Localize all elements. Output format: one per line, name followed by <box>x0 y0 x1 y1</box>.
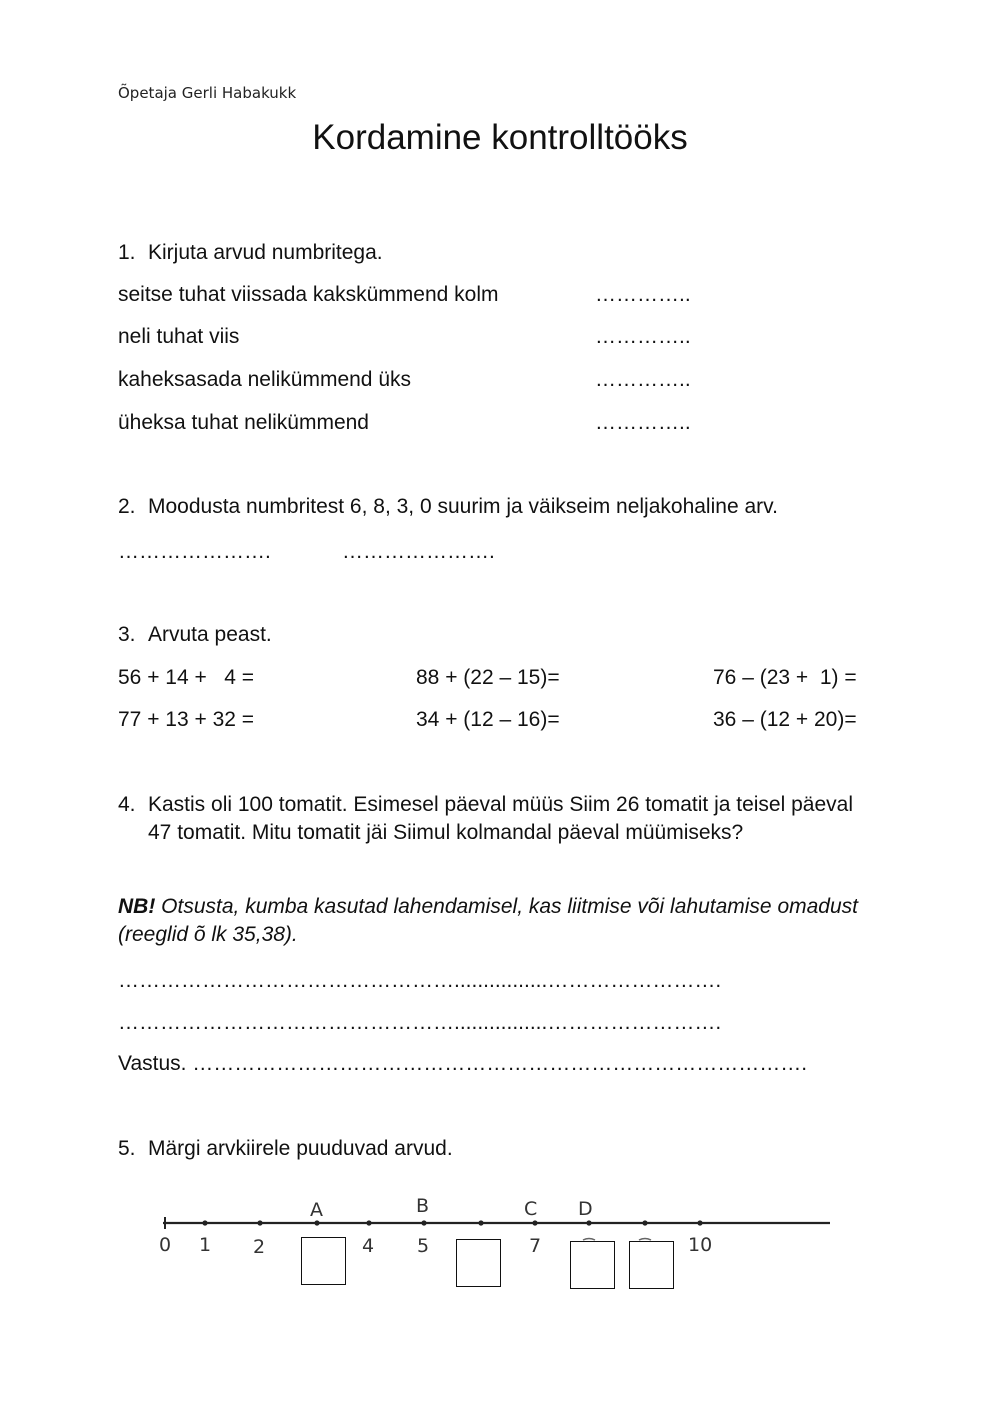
faded-label-mark-1 <box>583 1239 595 1241</box>
task4-note-text: Otsusta, kumba kasutad lahendamisel, kas liitmise või lahutamise omadust (reeglid õ lk 35,38). <box>118 895 858 946</box>
task1-item-2-blank[interactable]: ………….. <box>595 325 691 348</box>
answer-box-6[interactable] <box>456 1239 501 1287</box>
letter-b: B <box>416 1195 430 1217</box>
task1-instruction: Kirjuta arvud numbritega. <box>148 241 383 264</box>
tick-label-5: 5 <box>417 1235 430 1257</box>
answer-box-d[interactable] <box>570 1241 615 1289</box>
task5-instruction: Märgi arvkiirele puuduvad arvud. <box>148 1137 453 1160</box>
tick-6 <box>478 1220 483 1225</box>
task3-expression-1: 56 + 14 + 4 = <box>118 666 255 689</box>
task1-item-4-text: üheksa tuhat nelikümmend <box>118 411 369 434</box>
task4-text: Kastis oli 100 tomatit. Esimesel päeval müüs Siim 26 tomatit ja teisel päeval 47 tomatit. Mitu tomatit jäi Siimul kolmandal päeval müümiseks? <box>148 793 853 844</box>
task3-expression-2: 88 + (22 – 15)= <box>416 666 560 689</box>
task1-item-2-text: neli tuhat viis <box>118 325 240 348</box>
answer-box-9[interactable] <box>629 1241 674 1289</box>
teacher-name: Õpetaja Gerli Habakukk <box>118 84 297 102</box>
task3-expression-6: 36 – (12 + 20)= <box>713 708 857 731</box>
task4-answer-line[interactable]: Vastus. ……………………………………………………………………………. <box>118 1052 808 1075</box>
task4-solution-line-2[interactable]: …………………………………………................……………………. <box>118 1011 722 1034</box>
tick-b <box>421 1220 426 1225</box>
letter-d: D <box>578 1198 593 1220</box>
letter-a: A <box>310 1199 323 1221</box>
tick-label-2: 2 <box>253 1236 266 1258</box>
task2-blank-largest[interactable]: …………………. <box>118 540 271 563</box>
task1-item-4-blank[interactable]: ………….. <box>595 411 691 434</box>
tick-c <box>532 1220 537 1225</box>
tick-10 <box>697 1220 702 1225</box>
answer-box-a[interactable] <box>301 1237 346 1285</box>
task3-expression-3: 76 – (23 + 1) = <box>713 666 857 689</box>
task3-number: 3. <box>118 623 136 646</box>
letter-c: C <box>524 1198 538 1220</box>
task4-note-label: NB! <box>118 895 156 918</box>
task1-item-3-text: kaheksasada nelikümmend üks <box>118 368 411 391</box>
tick-1 <box>202 1220 207 1225</box>
tick-label-1: 1 <box>199 1234 212 1256</box>
tick-label-10: 10 <box>688 1234 713 1256</box>
task2-blank-smallest[interactable]: …………………. <box>342 540 495 563</box>
tick-d <box>586 1220 591 1225</box>
task1-number: 1. <box>118 241 136 264</box>
task4-solution-line-1[interactable]: …………………………………………................……………………. <box>118 969 722 992</box>
task5-number: 5. <box>118 1137 136 1160</box>
task4-number: 4. <box>118 793 136 816</box>
task3-expression-4: 77 + 13 + 32 = <box>118 708 255 731</box>
task3-instruction: Arvuta peast. <box>148 623 272 646</box>
faded-label-mark-2 <box>639 1239 651 1241</box>
tick-label-7: 7 <box>529 1235 542 1257</box>
task2-instruction: Moodusta numbritest 6, 8, 3, 0 suurim ja väikseim neljakohaline arv. <box>148 495 778 518</box>
tick-label-4: 4 <box>362 1235 375 1257</box>
task1-item-3-blank[interactable]: ………….. <box>595 368 691 391</box>
page-title: Kordamine kontrolltööks <box>312 118 688 157</box>
tick-4 <box>366 1220 371 1225</box>
tick-2 <box>257 1220 262 1225</box>
task3-expression-5: 34 + (12 – 16)= <box>416 708 560 731</box>
tick-a <box>314 1220 319 1225</box>
tick-9 <box>642 1220 647 1225</box>
tick-label-0: 0 <box>159 1234 172 1256</box>
task1-item-1-blank[interactable]: ………….. <box>595 283 691 306</box>
task2-number: 2. <box>118 495 136 518</box>
task1-item-1-text: seitse tuhat viissada kakskümmend kolm <box>118 283 499 306</box>
